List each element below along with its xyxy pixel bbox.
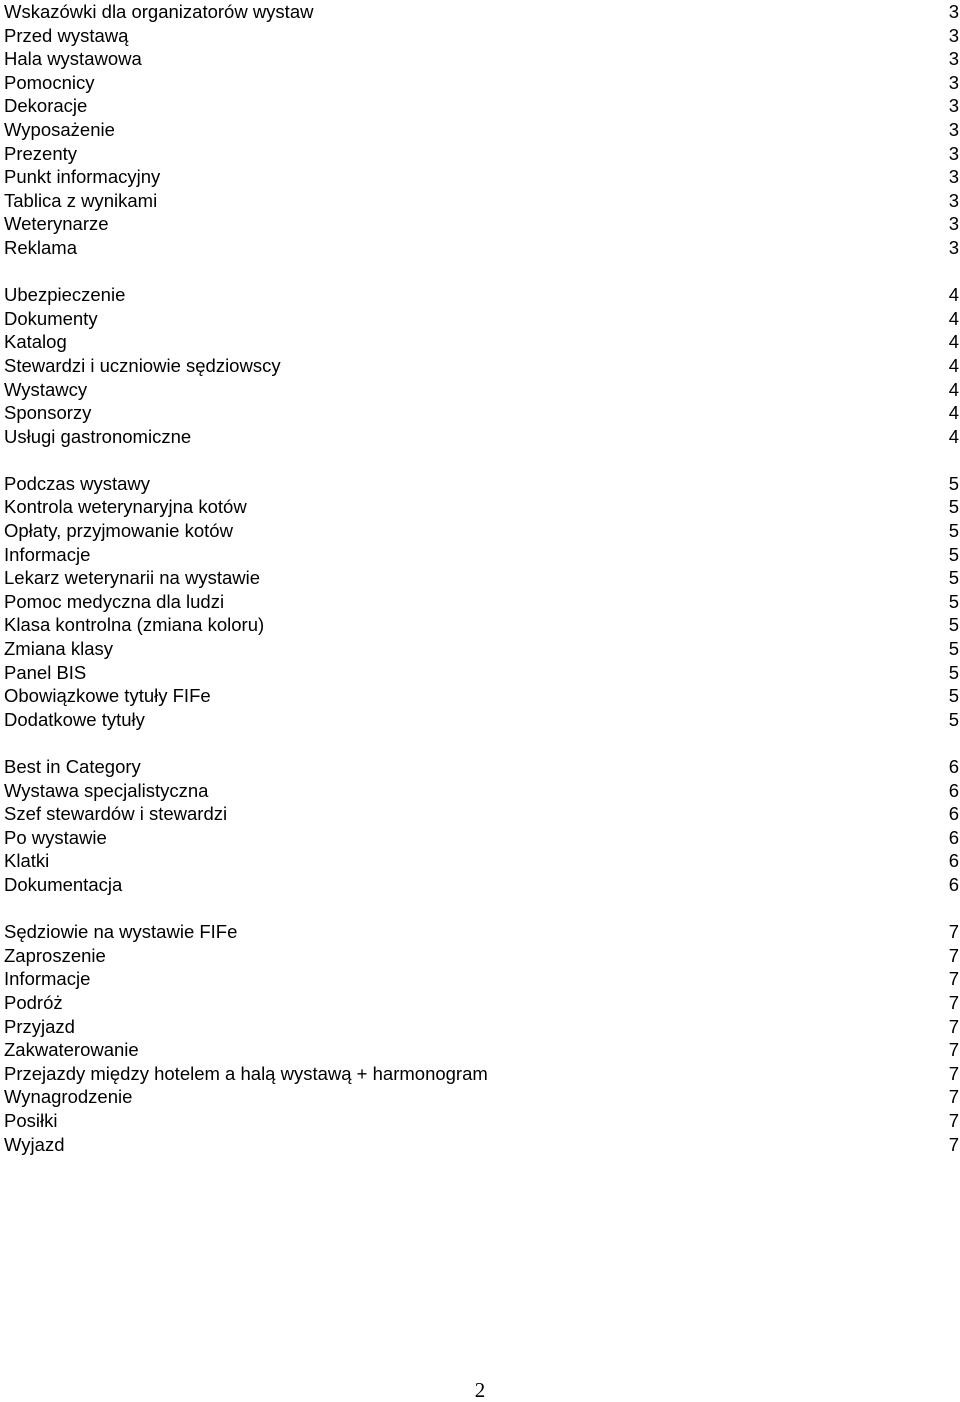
toc-entry bbox=[4, 661, 960, 685]
toc-entry bbox=[4, 519, 960, 543]
toc-entry bbox=[4, 1038, 960, 1062]
table-of-contents bbox=[4, 0, 960, 1180]
toc-entry-page-number: 7 bbox=[948, 1133, 959, 1155]
toc-entry bbox=[4, 142, 960, 166]
toc-entry-title: Przed wystawą bbox=[4, 24, 129, 46]
toc-entry-page-number: 7 bbox=[948, 1039, 959, 1061]
toc-entry-title: Wskazówki dla organizatorów wystaw bbox=[4, 1, 314, 22]
toc-entry bbox=[4, 1109, 960, 1133]
toc-entry-title: Stewardzi i uczniowie sędziowscy bbox=[4, 354, 281, 376]
toc-section bbox=[4, 920, 960, 1156]
toc-section bbox=[4, 0, 960, 260]
toc-entry-page-number: 7 bbox=[948, 1086, 959, 1108]
toc-entry-page-number: 3 bbox=[948, 24, 959, 46]
toc-entry-title: Pomocnicy bbox=[4, 71, 95, 93]
toc-entry bbox=[4, 1015, 960, 1039]
toc-entry bbox=[4, 1062, 960, 1086]
toc-entry-title: Informacje bbox=[4, 968, 91, 990]
toc-entry bbox=[4, 472, 960, 496]
toc-entry-title: Klasa kontrolna (zmiana koloru) bbox=[4, 614, 265, 636]
toc-entry bbox=[4, 1133, 960, 1157]
toc-entry-page-number: 7 bbox=[948, 1109, 959, 1131]
toc-entry-page-number: 4 bbox=[948, 425, 959, 447]
toc-entry bbox=[4, 991, 960, 1015]
toc-entry bbox=[4, 684, 960, 708]
toc-entry bbox=[4, 495, 960, 519]
toc-entry-title: Przejazdy między hotelem a halą wystawą + harmonogram bbox=[4, 1062, 488, 1084]
toc-entry-page-number: 3 bbox=[948, 95, 959, 117]
toc-entry-page-number: 7 bbox=[948, 921, 959, 943]
toc-entry-page-number: 5 bbox=[948, 708, 959, 730]
toc-entry bbox=[4, 307, 960, 331]
toc-entry-title: Wynagrodzenie bbox=[4, 1086, 133, 1108]
toc-entry-page-number: 7 bbox=[948, 1062, 959, 1084]
toc-entry-page-number: 3 bbox=[948, 118, 959, 140]
toc-entry-title: Przyjazd bbox=[4, 1015, 75, 1037]
toc-entry-title: Dodatkowe tytuły bbox=[4, 708, 145, 730]
toc-entry-page-number: 7 bbox=[948, 1015, 959, 1037]
toc-entry-page-number: 4 bbox=[948, 402, 959, 424]
toc-entry bbox=[4, 94, 960, 118]
toc-entry-title: Katalog bbox=[4, 331, 67, 353]
toc-entry-page-number: 5 bbox=[948, 685, 959, 707]
toc-entry-page-number: 5 bbox=[948, 638, 959, 660]
toc-entry-title: Best in Category bbox=[4, 756, 141, 777]
toc-entry-page-number: 7 bbox=[948, 991, 959, 1013]
toc-entry-title: Wystawa specjalistyczna bbox=[4, 779, 209, 801]
toc-entry-page-number: 6 bbox=[948, 873, 959, 895]
toc-entry-title: Dokumenty bbox=[4, 307, 98, 329]
toc-entry bbox=[4, 849, 960, 873]
toc-entry-title: Obowiązkowe tytuły FIFe bbox=[4, 685, 211, 707]
toc-entry-page-number: 6 bbox=[948, 826, 959, 848]
toc-entry bbox=[4, 0, 960, 24]
toc-entry-page-number: 5 bbox=[948, 661, 959, 683]
toc-entry bbox=[4, 378, 960, 402]
toc-entry bbox=[4, 920, 960, 944]
toc-entry-page-number: 5 bbox=[948, 520, 959, 542]
toc-entry-title: Kontrola weterynaryjna kotów bbox=[4, 496, 247, 518]
toc-entry-page-number: 6 bbox=[948, 803, 959, 825]
toc-entry-title: Klatki bbox=[4, 850, 50, 872]
toc-entry-page-number: 3 bbox=[948, 71, 959, 93]
toc-entry bbox=[4, 826, 960, 850]
toc-entry-title: Wystawcy bbox=[4, 378, 88, 400]
toc-entry-title: Hala wystawowa bbox=[4, 48, 142, 70]
toc-entry bbox=[4, 189, 960, 213]
toc-entry bbox=[4, 118, 960, 142]
toc-entry bbox=[4, 236, 960, 260]
toc-entry-title: Sponsorzy bbox=[4, 402, 92, 424]
toc-entry bbox=[4, 944, 960, 968]
toc-section bbox=[4, 472, 960, 732]
toc-entry-page-number: 3 bbox=[948, 1, 959, 22]
toc-entry-title: Posiłki bbox=[4, 1109, 58, 1131]
toc-entry-title: Po wystawie bbox=[4, 826, 107, 848]
toc-entry bbox=[4, 708, 960, 732]
toc-entry bbox=[4, 165, 960, 189]
toc-entry-page-number: 4 bbox=[948, 378, 959, 400]
toc-entry bbox=[4, 543, 960, 567]
toc-entry-page-number: 4 bbox=[948, 284, 959, 306]
toc-entry bbox=[4, 401, 960, 425]
toc-entry-title: Reklama bbox=[4, 236, 77, 258]
toc-entry bbox=[4, 47, 960, 71]
toc-entry-page-number: 4 bbox=[948, 307, 959, 329]
toc-entry-title: Lekarz weterynarii na wystawie bbox=[4, 567, 261, 589]
toc-entry-title: Dokumentacja bbox=[4, 873, 123, 895]
toc-section bbox=[4, 283, 960, 448]
toc-entry-page-number: 3 bbox=[948, 166, 959, 188]
toc-entry-page-number: 5 bbox=[948, 543, 959, 565]
toc-entry-page-number: 4 bbox=[948, 354, 959, 376]
toc-entry-page-number: 7 bbox=[948, 944, 959, 966]
toc-entry-page-number: 5 bbox=[948, 496, 959, 518]
toc-entry-page-number: 5 bbox=[948, 590, 959, 612]
toc-entry-title: Tablica z wynikami bbox=[4, 189, 158, 211]
toc-entry-page-number: 5 bbox=[948, 614, 959, 636]
page-number: 2 bbox=[474, 1378, 486, 1402]
toc-entry-title: Punkt informacyjny bbox=[4, 166, 161, 188]
toc-entry-title: Wyposażenie bbox=[4, 118, 115, 140]
toc-entry-page-number: 3 bbox=[948, 142, 959, 164]
toc-entry bbox=[4, 566, 960, 590]
toc-entry-page-number: 4 bbox=[948, 331, 959, 353]
toc-entry-title: Ubezpieczenie bbox=[4, 284, 126, 306]
toc-entry bbox=[4, 590, 960, 614]
toc-entry-page-number: 6 bbox=[948, 779, 959, 801]
toc-entry-title: Opłaty, przyjmowanie kotów bbox=[4, 520, 233, 542]
toc-entry-title: Zaproszenie bbox=[4, 944, 106, 966]
toc-entry-title: Wyjazd bbox=[4, 1133, 65, 1155]
toc-entry-page-number: 5 bbox=[948, 567, 959, 589]
toc-entry-title: Zmiana klasy bbox=[4, 638, 113, 660]
toc-entry-page-number: 5 bbox=[948, 472, 959, 494]
toc-entry-page-number: 3 bbox=[948, 213, 959, 235]
toc-entry bbox=[4, 967, 960, 991]
toc-entry-title: Szef stewardów i stewardzi bbox=[4, 803, 228, 825]
toc-entry-page-number: 7 bbox=[948, 968, 959, 990]
toc-entry bbox=[4, 24, 960, 48]
toc-entry bbox=[4, 873, 960, 897]
toc-entry-title: Podróż bbox=[4, 991, 63, 1013]
toc-entry bbox=[4, 425, 960, 449]
toc-entry-page-number: 6 bbox=[948, 756, 959, 777]
toc-entry bbox=[4, 802, 960, 826]
toc-entry-page-number: 3 bbox=[948, 189, 959, 211]
toc-entry-title: Pomoc medyczna dla ludzi bbox=[4, 590, 225, 612]
toc-section bbox=[4, 755, 960, 897]
toc-entry-page-number: 3 bbox=[948, 48, 959, 70]
toc-entry bbox=[4, 613, 960, 637]
toc-entry-title: Zakwaterowanie bbox=[4, 1039, 139, 1061]
toc-entry bbox=[4, 755, 960, 779]
toc-entry bbox=[4, 779, 960, 803]
toc-entry-title: Informacje bbox=[4, 543, 91, 565]
toc-entry-title: Sędziowie na wystawie FIFe bbox=[4, 921, 238, 943]
toc-entry bbox=[4, 1085, 960, 1109]
toc-entry bbox=[4, 283, 960, 307]
toc-entry-title: Prezenty bbox=[4, 142, 78, 164]
toc-entry-title: Usługi gastronomiczne bbox=[4, 425, 192, 447]
toc-entry bbox=[4, 71, 960, 95]
toc-entry bbox=[4, 330, 960, 354]
toc-entry bbox=[4, 637, 960, 661]
toc-entry-title: Podczas wystawy bbox=[4, 472, 150, 494]
toc-entry-title: Dekoracje bbox=[4, 95, 88, 117]
toc-entry-page-number: 3 bbox=[948, 236, 959, 258]
toc-entry bbox=[4, 212, 960, 236]
toc-entry-title: Panel BIS bbox=[4, 661, 87, 683]
toc-entry-page-number: 6 bbox=[948, 850, 959, 872]
toc-entry bbox=[4, 354, 960, 378]
toc-entry-title: Weterynarze bbox=[4, 213, 109, 235]
